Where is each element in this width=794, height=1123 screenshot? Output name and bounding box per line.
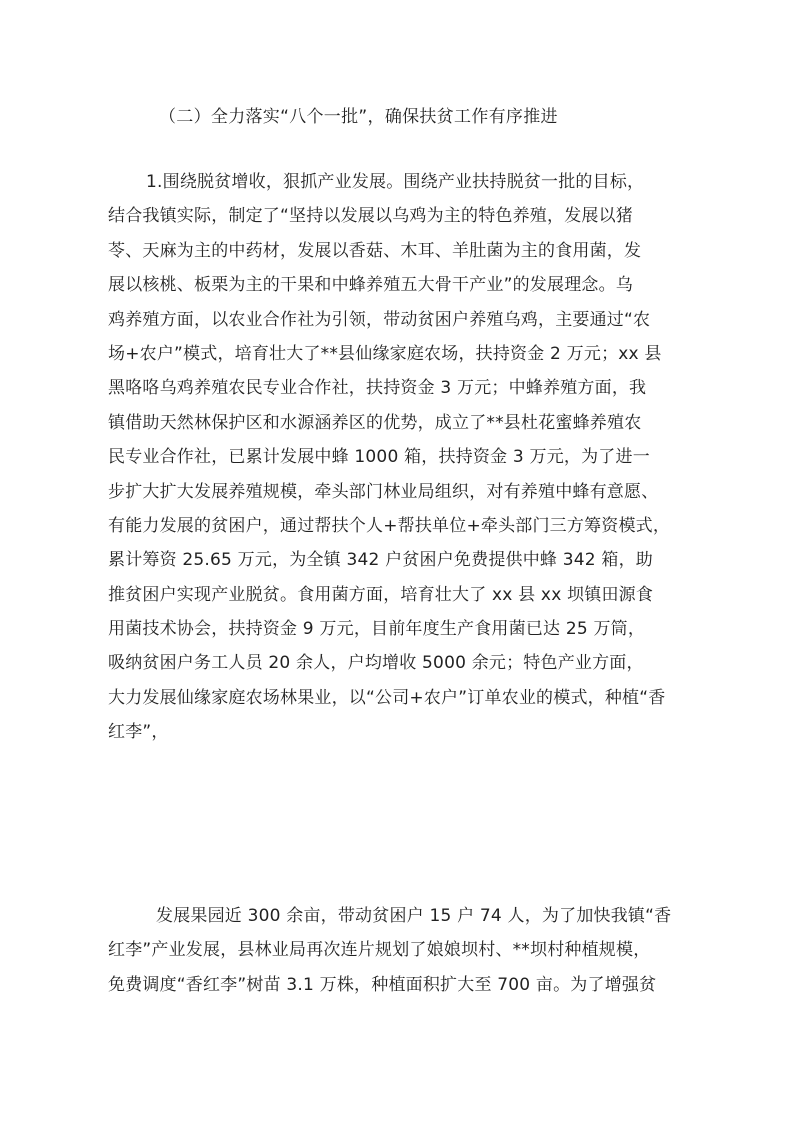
paragraph-line: 有能力发展的贫困户，通过帮扶个人+帮扶单位+牵头部门三方筹资模式， bbox=[108, 515, 671, 536]
paragraph-line: 吸纳贫困户务工人员 20 余人，户均增收 5000 余元；特色产业方面， bbox=[108, 653, 644, 674]
paragraph-line: 鸡养殖方面，以农业合作社为引领，带动贫困户养殖乌鸡，主要通过“农 bbox=[108, 309, 651, 330]
paragraph-line: 结合我镇实际，制定了“坚持以发展以乌鸡为主的特色养殖，发展以猪 bbox=[108, 206, 634, 227]
paragraph-line: 1.围绕脱贫增收，狠抓产业发展。围绕产业扶持脱贫一批的目标， bbox=[146, 172, 645, 192]
paragraph-line: 民专业合作社，已累计发展中蜂 1000 箱，扶持资金 3 万元，为了进一 bbox=[108, 447, 650, 468]
paragraph-industry-development bbox=[108, 165, 688, 750]
paragraph-line: 苓、天麻为主的中药材，发展以香菇、木耳、羊肚菌为主的食用菌，发 bbox=[108, 240, 642, 261]
paragraph-line: 大力发展仙缘家庭农场林果业，以“公司+农户”订单农业的模式，种植“香 bbox=[108, 687, 666, 708]
section-heading: （二）全力落实“八个一批”，确保扶贫工作有序推进 bbox=[159, 107, 558, 127]
paragraph-orchard-development bbox=[108, 899, 688, 1002]
paragraph-line: 场+农户”模式，培育壮大了**县仙缘家庭农场，扶持资金 2 万元；xx 县 bbox=[108, 343, 662, 364]
paragraph-line: 红李”， bbox=[108, 722, 169, 743]
paragraph-line: 红李”产业发展，县林业局再次连片规划了娘娘坝村、**坝村种植规模， bbox=[108, 940, 651, 961]
paragraph-line: 展以核桃、板栗为主的干果和中蜂养殖五大骨干产业”的发展理念。乌 bbox=[108, 275, 634, 296]
paragraph-line: 免费调度“香红李”树苗 3.1 万株，种植面积扩大至 700 亩。为了增强贫 bbox=[108, 974, 657, 995]
paragraph-line: 累计筹资 25.65 万元，为全镇 342 户贫困户免费提供中蜂 342 箱，助 bbox=[108, 550, 653, 571]
paragraph-line: 推贫困户实现产业脱贫。食用菌方面，培育壮大了 xx 县 xx 坝镇田源食 bbox=[108, 584, 654, 605]
paragraph-line: 镇借助天然林保护区和水源涵养区的优势，成立了**县杜花蜜蜂养殖农 bbox=[108, 412, 642, 433]
paragraph-line: 发展果园近 300 余亩，带动贫困户 15 户 74 人，为了加快我镇“香 bbox=[156, 906, 672, 926]
paragraph-line: 黑咯咯乌鸡养殖农民专业合作社，扶持资金 3 万元；中蜂养殖方面，我 bbox=[108, 378, 647, 399]
paragraph-line: 用菌技术协会，扶持资金 9 万元，目前年度生产食用菌已达 25 万筒， bbox=[108, 619, 646, 640]
paragraph-line: 步扩大扩大发展养殖规模，牵头部门林业局组织，对有养殖中蜂有意愿、 bbox=[108, 481, 659, 502]
